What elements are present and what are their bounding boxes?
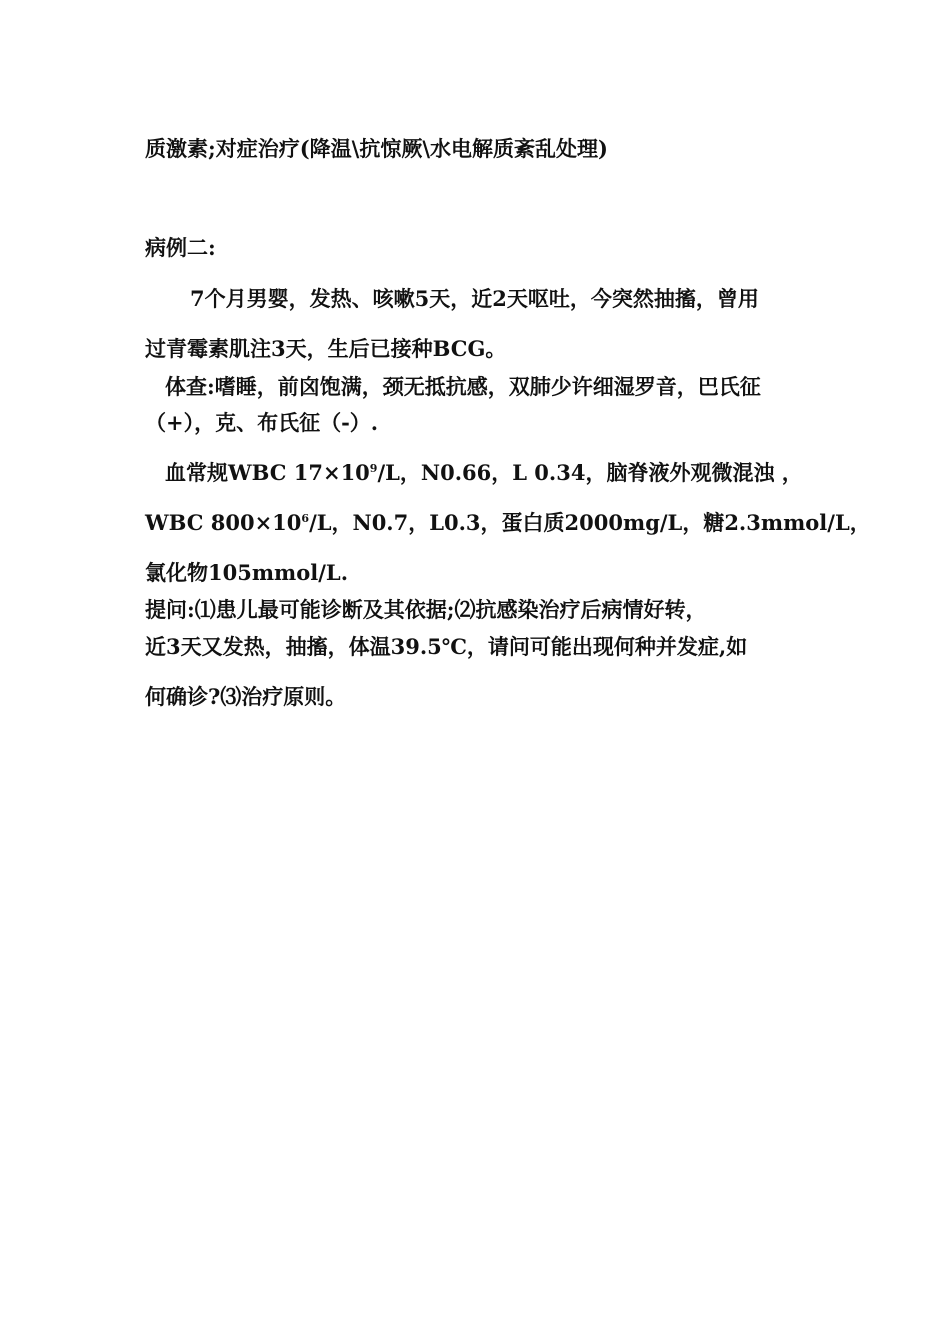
lab-line-1-text-b: /L，N0.66，L 0.34，脑脊液外观微混浊 ， xyxy=(377,460,803,485)
lab-line-1-exponent: 9 xyxy=(369,462,378,475)
case-heading: 病例二: xyxy=(145,235,216,260)
continuation-line: 质激素;对症治疗(降温\抗惊厥\水电解质紊乱处理) xyxy=(145,136,608,161)
lab-line-2-text-a: WBC 800×10 xyxy=(145,510,302,535)
lab-line-3: 氯化物105mmol/L. xyxy=(145,560,349,585)
question-line-2: 近3天又发热，抽搐，体温39.5℃，请问可能出现何种并发症,如 xyxy=(145,634,748,659)
lab-line-2-text-b: /L，N0.7，L0.3，蛋白质2000mg/L，糖2.3mmol/L， xyxy=(309,510,871,535)
exam-line-2: （+），克、布氏征（-）. xyxy=(145,410,379,435)
lab-line-1-text-a: 血常规WBC 17×10 xyxy=(165,460,370,485)
lab-line-2-exponent: 6 xyxy=(301,512,310,525)
history-line-1: 7个月男婴，发热、咳嗽5天，近2天呕吐，今突然抽搐，曾用 xyxy=(190,286,759,311)
lab-line-1 xyxy=(165,459,803,487)
question-line-1: 提问:⑴患儿最可能诊断及其依据;⑵抗感染治疗后病情好转， xyxy=(145,597,707,622)
lab-line-2 xyxy=(145,509,871,537)
history-line-2: 过青霉素肌注3天，生后已接种BCG。 xyxy=(145,336,507,361)
exam-line-1: 体查:嗜睡，前囟饱满，颈无抵抗感，双肺少许细湿罗音，巴氏征 xyxy=(165,374,761,399)
question-line-3: 何确诊?⑶治疗原则。 xyxy=(145,684,347,709)
